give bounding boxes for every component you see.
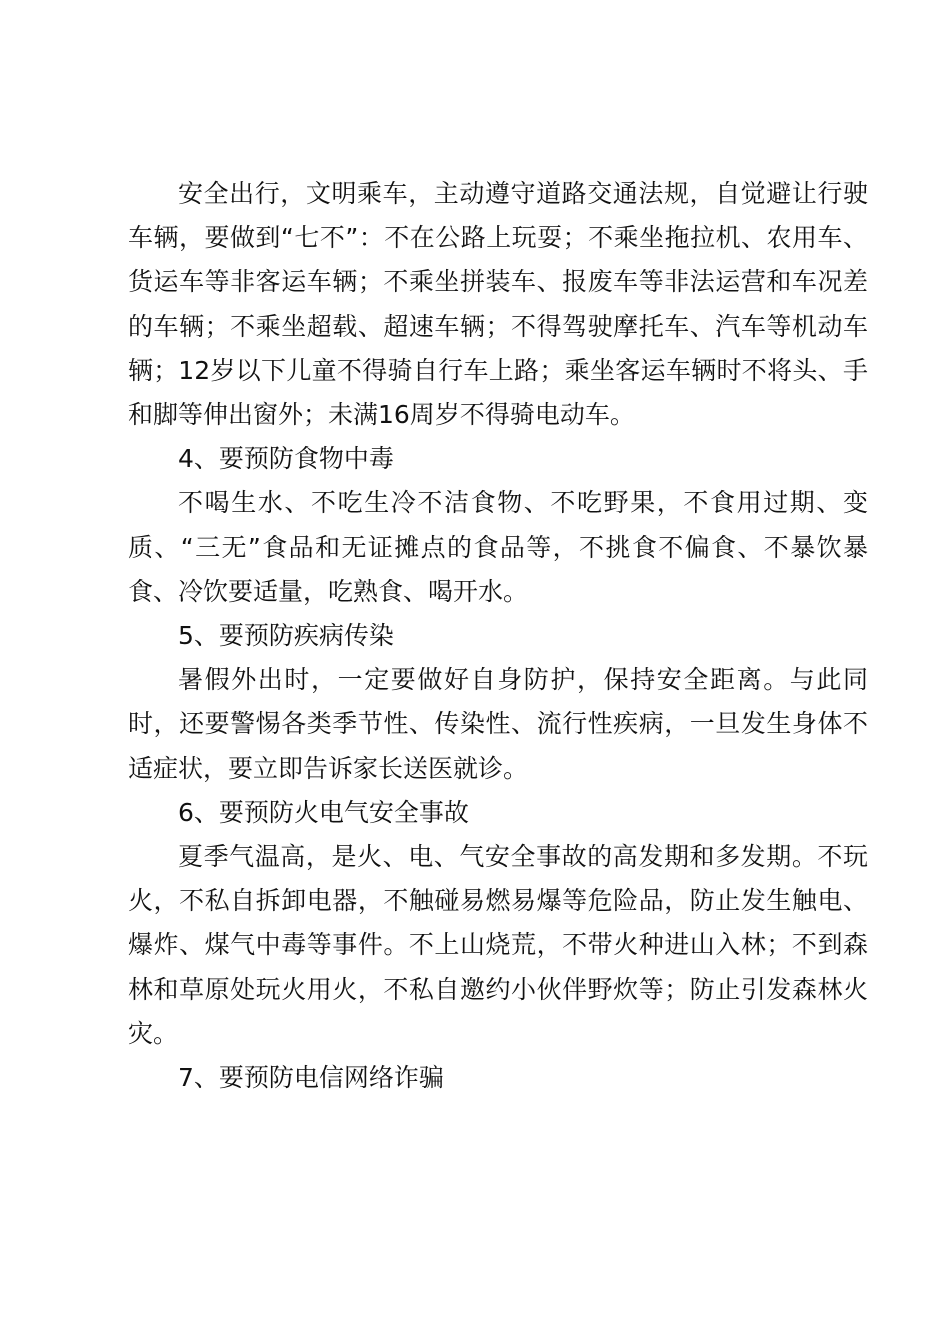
section-heading-food-poisoning: 4、要预防食物中毒 xyxy=(178,444,394,474)
section-heading-telecom-fraud: 7、要预防电信网络诈骗 xyxy=(178,1063,444,1093)
paragraph-traffic-safety: 安全出行，文明乘车，主动遵守道路交通法规，自觉避让行驶车辆，要做到“七不”：不在公路上玩耍；不乘坐拖拉机、农用车、货运车等非客运车辆；不乘坐拼装车、报废车等非法运营和车况差的车辆；不乘坐超载、超速车辆；不得驾驶摩托车、汽车等机动车辆；12岁以下儿童不得骑自行车上路；乘坐客运车辆时不将头、手和脚等伸出窗外；未满16周岁不得骑电动车。 xyxy=(128,179,868,430)
paragraph-food-poisoning: 不喝生水、不吃生冷不洁食物、不吃野果，不食用过期、变质、“三无”食品和无证摊点的食品等，不挑食不偏食、不暴饮暴食、冷饮要适量，吃熟食、喝开水。 xyxy=(128,488,868,606)
paragraph-disease: 暑假外出时，一定要做好自身防护，保持安全距离。与此同时，还要警惕各类季节性、传染性、流行性疾病，一旦发生身体不适症状，要立即告诉家长送医就诊。 xyxy=(128,665,868,783)
section-heading-fire-electric-gas: 6、要预防火电气安全事故 xyxy=(178,797,469,827)
section-heading-disease: 5、要预防疾病传染 xyxy=(178,621,394,651)
paragraph-fire-electric-gas: 夏季气温高，是火、电、气安全事故的高发期和多发期。不玩火，不私自拆卸电器，不触碰易燃易爆等危险品，防止发生触电、爆炸、煤气中毒等事件。不上山烧荒，不带火种进山入林；不到森林和草原处玩火用火，不私自邀约小伙伴野炊等；防止引发森林火灾。 xyxy=(128,842,868,1048)
document-body xyxy=(128,172,868,1100)
